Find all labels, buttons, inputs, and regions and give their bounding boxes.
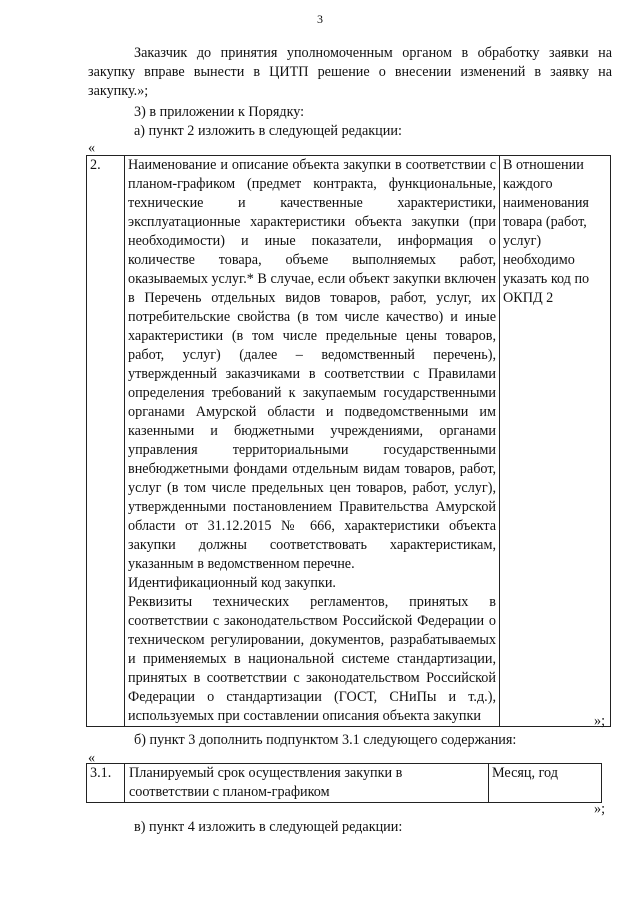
row-note: В отношении каждого наименования товара (работ, услуг) необходимо указать код по ОКПД 2 (503, 157, 590, 306)
purchase-code-paragraph: Идентификационный код закупки. (128, 575, 336, 591)
row-description: Планируемый срок осуществления закупки в соответствии с планом-графиком (129, 765, 403, 800)
regulations-paragraph: Реквизиты технических регламентов, принятых в соответствии с законодательством Российской Федерации о техническом регулировании, документов, разрабатываемых и применяемых в национальной системе стандартизации, принятых в соответствии с законодательством Российской Федерации о стандартизации (ГОСТ, СНиПы и т.д.), используемых при составлении описания объекта закупки (128, 594, 496, 724)
row-number: 3.1. (90, 765, 112, 781)
open-quote: « (88, 750, 96, 766)
table-item-2 (86, 155, 611, 727)
row-description-cell (125, 764, 489, 803)
table-row (87, 764, 602, 803)
row-number: 2. (90, 157, 101, 173)
intro-paragraph: Заказчик до принятия уполномоченным органом в обработку заявки на закупку вправе вынести в ЦИТП решение о внесении изменений в заявку на закупку.»; (88, 45, 612, 99)
close-quote: »; (594, 801, 606, 817)
description-paragraph: Наименование и описание объекта закупки в соответствии с планом-графиком (предмет контракта, функциональные, технические и качественные характеристики, эксплуатационные характеристики объекта закупки (при необходимости) и иные показатели, информация о количестве товара, объеме выполняемых работ, оказываемых услуг.* В случае, если объект закупки включен в Перечень отдельных видов товаров, работ, услуг, их потребительские свойства (в том числе качество) и иные характеристики (в том числе предельные цены товаров, работ, услуг) (далее – ведомственный перечень), утвержденный заказчиками в соответствии с Правилами определения требований к закупаемым государственными органами Амурской области и подведомственными им казенными и бюджетными учреждениями, органами управления территориальными государственными внебюджетными фондами отдельным видам товаров, работ, услуг (в том числе предельных цен товаров, работ, услуг), утвержденными постановлением Правительства Амурской области от 31.12.2015 № 666, характеристики объекта закупки должны соответствовать характеристикам, указанным в ведомственном перечне. (128, 157, 497, 572)
table-row (87, 156, 611, 727)
open-quote: « (88, 140, 96, 156)
row-note-cell (489, 764, 602, 803)
item-b-text: б) пункт 3 дополнить подпунктом 3.1 следующего содержания: (134, 732, 517, 748)
item-a-text: а) пункт 2 изложить в следующей редакции: (134, 123, 402, 139)
row-note-cell (500, 156, 611, 727)
row-number-cell (87, 156, 125, 727)
page-number: 3 (317, 12, 323, 26)
item-3-text: 3) в приложении к Порядку: (134, 104, 305, 120)
item-v-text: в) пункт 4 изложить в следующей редакции: (134, 819, 403, 835)
table-item-3-1 (86, 763, 602, 803)
row-number-cell (87, 764, 125, 803)
row-description-cell (125, 156, 500, 727)
close-quote: »; (594, 713, 606, 729)
row-note: Месяц, год (492, 765, 558, 781)
